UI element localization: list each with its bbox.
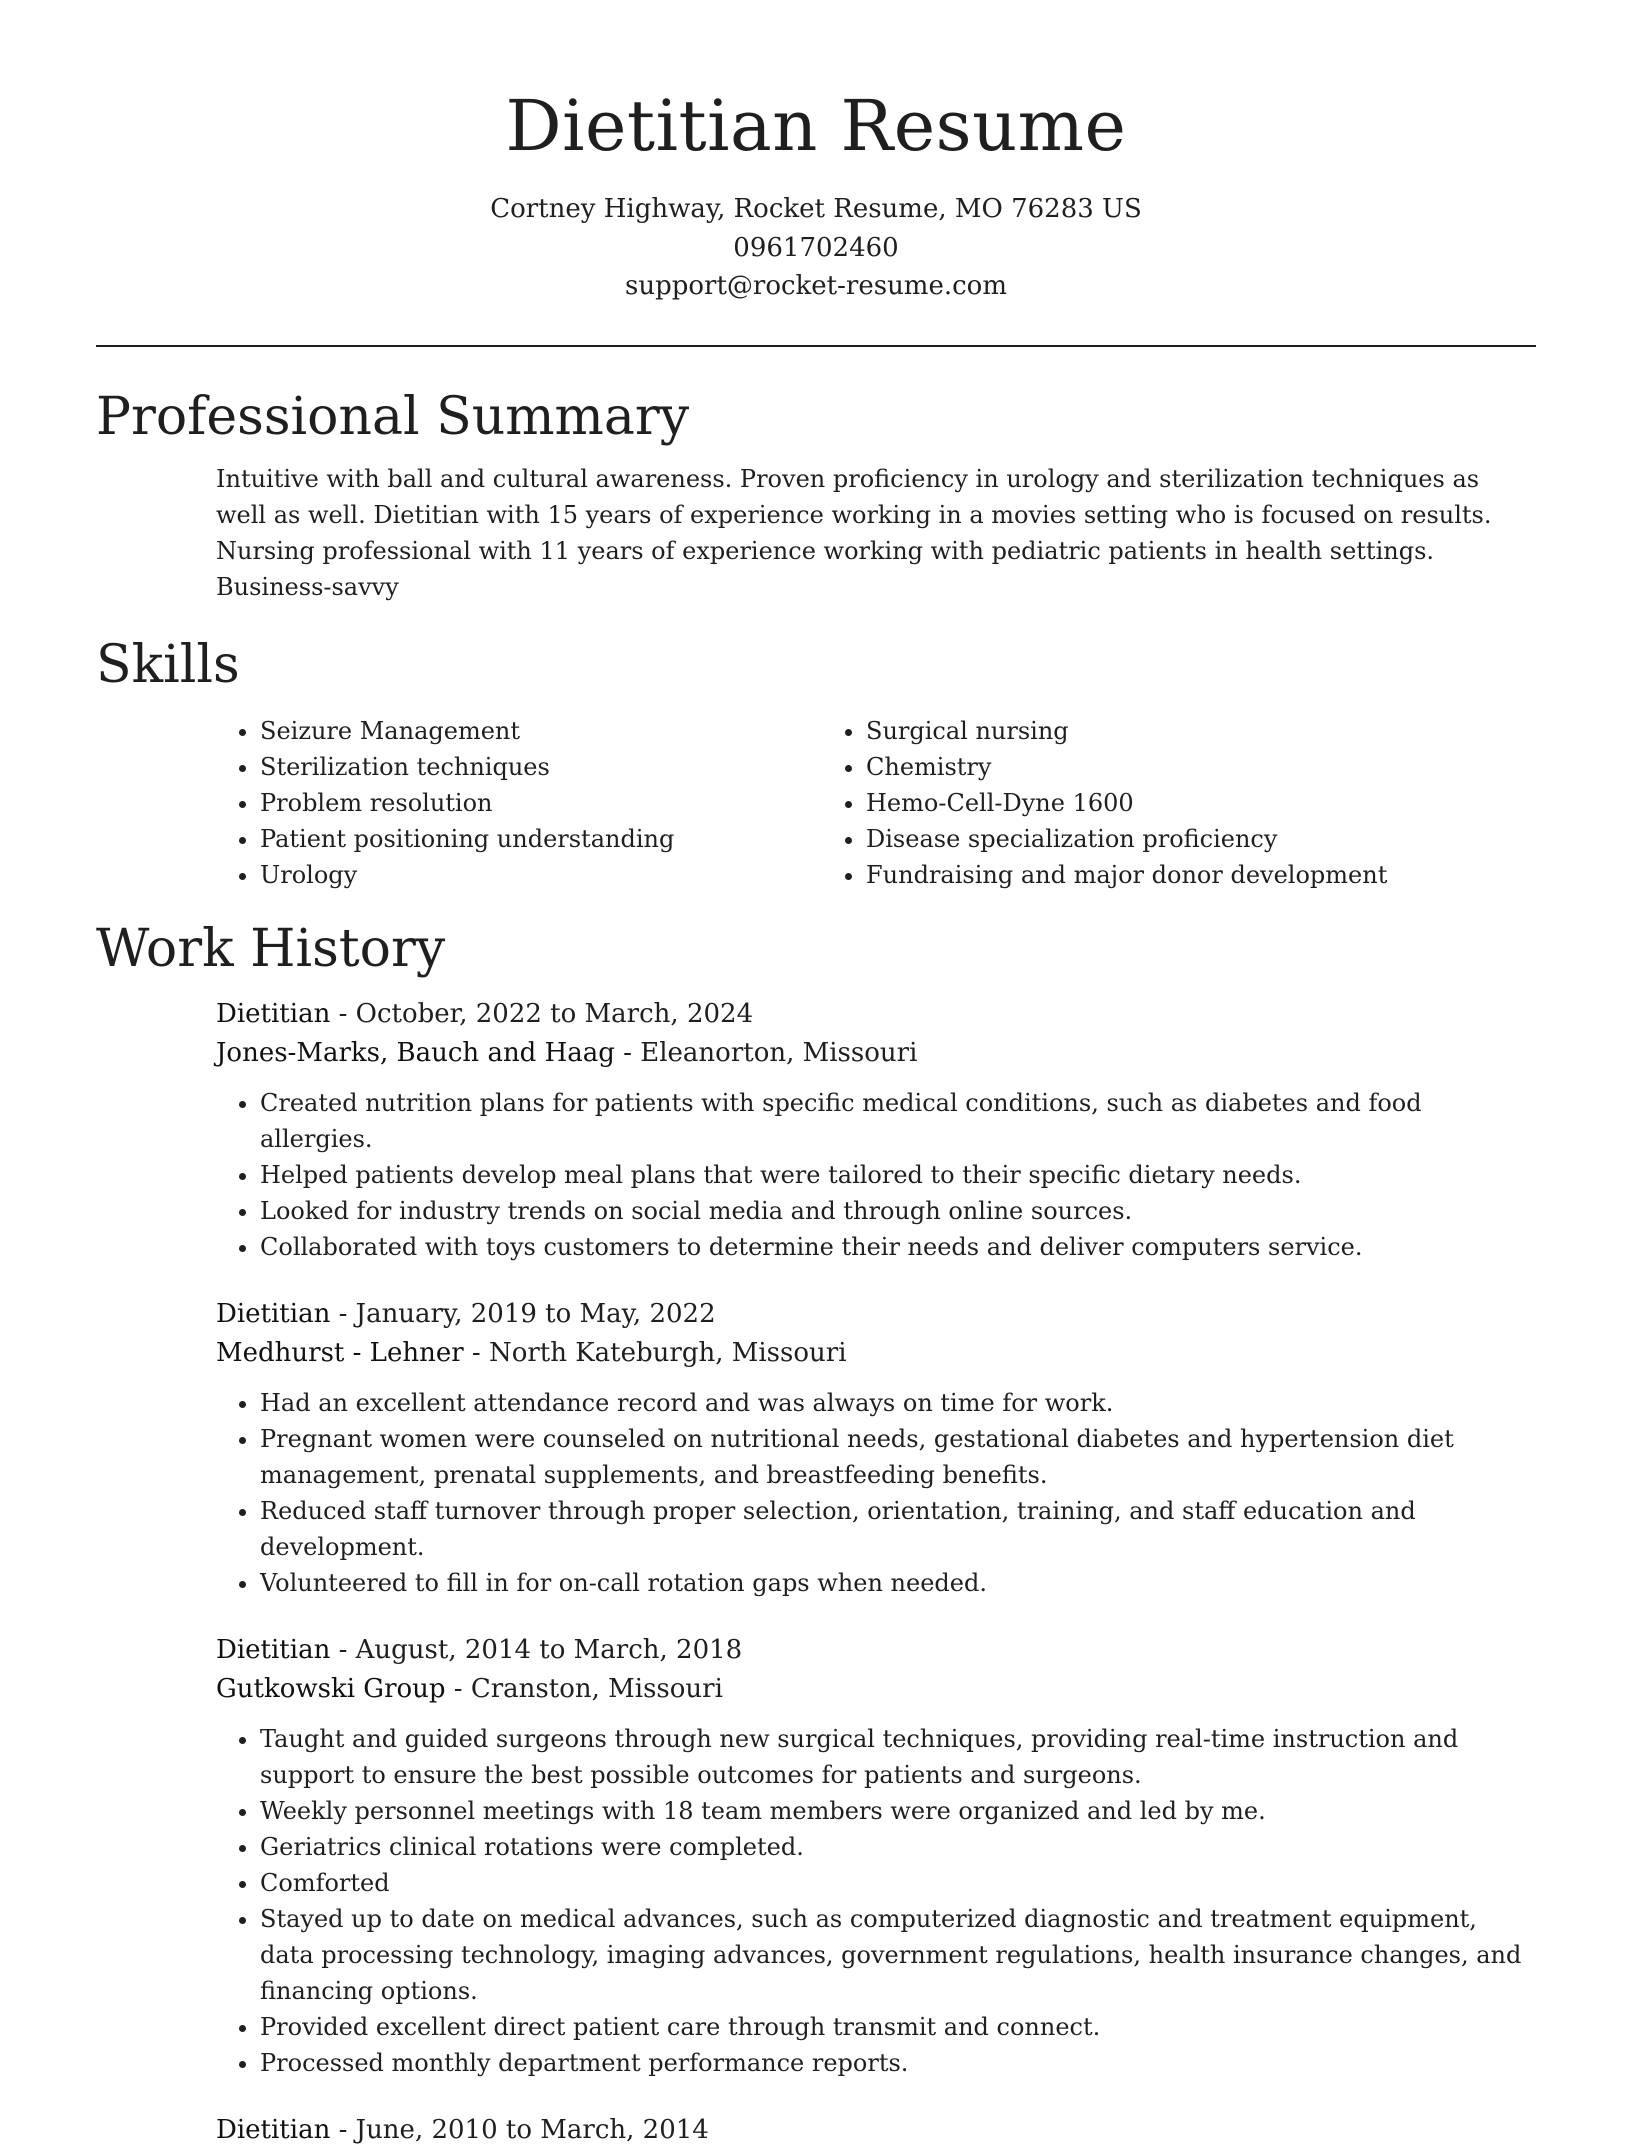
job-company: Jones-Marks, Bauch and Haag <box>216 1037 615 1068</box>
job-dates: - January, 2019 to May, 2022 <box>330 1298 716 1329</box>
job-company-line <box>216 1334 1536 1373</box>
skill-item: • Disease specialization proficiency <box>866 821 1472 857</box>
skill-item: • Surgical nursing <box>866 713 1472 749</box>
resume-page <box>96 0 1536 2150</box>
skill-item: • Patient positioning understanding <box>260 821 822 857</box>
skills-column-left <box>216 713 822 893</box>
resume-header <box>96 0 1536 306</box>
header-divider <box>96 345 1536 347</box>
job-title-line <box>216 1631 1536 1670</box>
job-title-line <box>216 995 1536 1034</box>
job-entry <box>216 1295 1536 1601</box>
job-title-line <box>216 1295 1536 1334</box>
skills-column-right <box>822 713 1472 893</box>
contact-email: support@rocket-resume.com <box>624 271 1007 301</box>
contact-address: Cortney Highway, Rocket Resume, MO 76283 US <box>490 194 1142 224</box>
skill-item: • Urology <box>260 857 822 893</box>
skills-heading: Skills <box>96 634 240 695</box>
job-bullets <box>216 1085 1536 1265</box>
skill-item: • Hemo-Cell-Dyne 1600 <box>866 785 1472 821</box>
job-bullet: • Taught and guided surgeons through new surgical techniques, providing real-time instruction and support to ensure the best possible outcomes for patients and surgeons. <box>260 1721 1536 1793</box>
job-title: Dietitian <box>216 2114 331 2145</box>
job-dates: - August, 2014 to March, 2018 <box>330 1634 743 1665</box>
job-entry <box>216 995 1536 1265</box>
skill-item: • Sterilization techniques <box>260 749 822 785</box>
job-location: - North Kateburgh, Missouri <box>463 1337 847 1368</box>
skill-item: • Chemistry <box>866 749 1472 785</box>
job-title: Dietitian <box>216 1298 331 1329</box>
summary-heading: Professional Summary <box>96 386 690 447</box>
job-bullet: • Geriatrics clinical rotations were completed. <box>260 1829 1536 1865</box>
job-entry <box>216 1631 1536 2081</box>
job-dates: - October, 2022 to March, 2024 <box>330 998 754 1029</box>
job-bullets <box>216 1721 1536 2081</box>
job-bullet: • Weekly personnel meetings with 18 team members were organized and led by me. <box>260 1793 1536 1829</box>
job-title: Dietitian <box>216 1634 331 1665</box>
contact-block <box>96 190 1536 306</box>
job-entry <box>216 2111 1536 2150</box>
job-bullet: • Looked for industry trends on social media and through online sources. <box>260 1193 1536 1229</box>
job-bullet: • Collaborated with toys customers to determine their needs and deliver computers service. <box>260 1229 1536 1265</box>
skill-item: • Problem resolution <box>260 785 822 821</box>
job-dates: - June, 2010 to March, 2014 <box>330 2114 709 2145</box>
job-title-line <box>216 2111 1536 2150</box>
contact-phone: 0961702460 <box>733 232 899 263</box>
job-company: Medhurst - Lehner <box>216 1337 464 1368</box>
job-bullet: • Provided excellent direct patient care through transmit and connect. <box>260 2009 1536 2045</box>
job-bullet: • Created nutrition plans for patients with specific medical conditions, such as diabetes and food allergies. <box>260 1085 1536 1157</box>
job-bullet: • Comforted <box>260 1865 1536 1901</box>
job-bullet: • Helped patients develop meal plans that were tailored to their specific dietary needs. <box>260 1157 1536 1193</box>
job-bullet: • Pregnant women were counseled on nutritional needs, gestational diabetes and hypertension diet management, prenatal supplements, and breastfeeding benefits. <box>260 1421 1536 1493</box>
job-bullets <box>216 1385 1536 1601</box>
job-title: Dietitian <box>216 998 331 1029</box>
job-company: Gutkowski Group <box>216 1673 446 1704</box>
job-bullet: • Volunteered to fill in for on-call rotation gaps when needed. <box>260 1565 1536 1601</box>
skill-item: • Fundraising and major donor development <box>866 857 1472 893</box>
job-location: - Eleanorton, Missouri <box>614 1037 918 1068</box>
skill-item: • Seizure Management <box>260 713 822 749</box>
summary-text: Intuitive with ball and cultural awareness. Proven proficiency in urology and sterilization techniques as well as well. Dietitian with 15 years of experience working in a movies setting who is focused on results. Nursing professional with 11 years of experience working with pediatric patients in health settings. Business-savvy <box>216 464 1492 601</box>
job-bullet: • Processed monthly department performance reports. <box>260 2045 1536 2081</box>
job-bullet: • Reduced staff turnover through proper selection, orientation, training, and staff education and development. <box>260 1493 1536 1565</box>
job-location: - Cranston, Missouri <box>445 1673 723 1704</box>
job-company-line <box>216 1034 1536 1073</box>
job-bullet: • Stayed up to date on medical advances, such as computerized diagnostic and treatment equipment, data processing technology, imaging advances, government regulations, health insurance changes, and financing options. <box>260 1901 1536 2009</box>
job-company-line <box>216 1670 1536 1709</box>
resume-title: Dietitian Resume <box>505 85 1127 167</box>
work-history-heading: Work History <box>96 918 446 979</box>
job-bullet: • Had an excellent attendance record and was always on time for work. <box>260 1385 1536 1421</box>
skills-grid <box>216 713 1536 893</box>
